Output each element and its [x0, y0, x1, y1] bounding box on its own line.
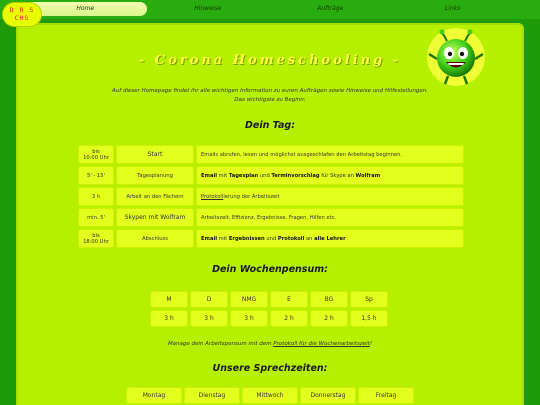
- text: und: [264, 235, 278, 242]
- desc-cell: [196, 187, 464, 206]
- page-title: - Corona Homeschooling -: [138, 53, 402, 68]
- subject-cell: D: [190, 291, 228, 308]
- table-row: [78, 229, 464, 248]
- emph-text: Wolfram: [355, 172, 381, 179]
- nav-auftraege[interactable]: Aufträge: [317, 5, 344, 12]
- subject-cell: M: [150, 291, 188, 308]
- desc-cell: Emails abrufen, lesen und möglichst ausgeschlafen den Arbeitstag beginnen.: [196, 145, 464, 164]
- emph-text: Email: [201, 235, 218, 242]
- label-cell: Start: [116, 145, 194, 164]
- day-heading: Dein Tag:: [244, 120, 296, 131]
- time-cell: 5' - 15': [78, 166, 114, 185]
- hours-cell: 3 h: [150, 310, 188, 327]
- day-cell: Montag: [126, 387, 182, 404]
- time-cell: [78, 229, 114, 248]
- text: mit: [217, 235, 229, 242]
- table-row: [126, 387, 414, 404]
- desc-cell: Arbeitszeit, Effizienz, Ergebnisse, Fragen, Hilfen etc.: [196, 208, 464, 227]
- label-cell: Tagesplanung: [116, 166, 194, 185]
- label-cell: Arbeit an den Fächern: [116, 187, 194, 206]
- table-row: [78, 145, 464, 164]
- main-nav: [24, 2, 514, 16]
- intro-line-1: Auf dieser Homepage findet ihr alle wichtigen Information zu euren Aufträgen sowie Hinweise und Hilfestellungen.: [112, 88, 428, 94]
- time-cell: 3 h: [78, 187, 114, 206]
- week-heading: Dein Wochenpensum:: [212, 264, 328, 275]
- sprech-heading: Unsere Sprechzeiten:: [212, 363, 328, 374]
- logo-line-2: CHS: [14, 14, 30, 22]
- subject-cell: Sp: [350, 291, 388, 308]
- nav-hinweise[interactable]: Hinweise: [194, 5, 222, 12]
- intro-text: [16, 87, 524, 105]
- label-cell: Skypen mit Wolfram: [116, 208, 194, 227]
- day-cell: Donnerstag: [300, 387, 356, 404]
- hours-cell: 3 h: [230, 310, 268, 327]
- table-row: [150, 310, 388, 327]
- table-row: [150, 291, 388, 308]
- day-table: [76, 143, 466, 250]
- hours-cell: 2 h: [270, 310, 308, 327]
- hours-cell: 3 h: [190, 310, 228, 327]
- day-cell: Freitag: [358, 387, 414, 404]
- table-row: [78, 187, 464, 206]
- time-line: bis: [92, 232, 100, 239]
- week-table: [148, 289, 390, 329]
- week-note: [16, 341, 524, 347]
- label-cell: Abschluss: [116, 229, 194, 248]
- note-prefix: Manage dein Arbeitspensum mit dem: [167, 341, 274, 347]
- table-row: [78, 166, 464, 185]
- office-hours-table: [124, 385, 416, 405]
- subject-cell: BG: [310, 291, 348, 308]
- desc-cell: [196, 229, 464, 248]
- time-cell: [78, 145, 114, 164]
- logo-line-1: D R S: [9, 6, 35, 14]
- text: an: [304, 235, 315, 242]
- nav-home[interactable]: Home: [24, 2, 147, 16]
- text: ierung der Arbeitszeit: [223, 193, 280, 200]
- table-row: [78, 208, 464, 227]
- site-logo[interactable]: [3, 3, 41, 26]
- note-suffix: !: [369, 341, 373, 347]
- text: für Skype an: [319, 172, 356, 179]
- day-cell: Mittwoch: [242, 387, 298, 404]
- content-panel: [16, 23, 524, 405]
- emph-text: Tagesplan: [228, 172, 259, 179]
- emph-text: Ergebnissen: [228, 235, 265, 242]
- time-line: 10:00 Uhr: [83, 154, 109, 161]
- subject-cell: NMG: [230, 291, 268, 308]
- emph-text: Terminvorschlag: [271, 172, 320, 179]
- emph-text: alle Lehrer: [314, 235, 346, 242]
- hours-cell: 1,5 h: [350, 310, 388, 327]
- green-smiley-mascot-icon: [426, 27, 486, 87]
- time-cell: min. 5': [78, 208, 114, 227]
- text: mit: [217, 172, 229, 179]
- emph-text: Email: [201, 172, 218, 179]
- emph-text: Protokoll: [277, 235, 305, 242]
- intro-line-2: Das wichtigste zu Beginn:: [234, 97, 306, 103]
- hours-cell: 2 h: [310, 310, 348, 327]
- nav-links[interactable]: Links: [445, 5, 461, 12]
- desc-cell: [196, 166, 464, 185]
- weekly-protocol-link[interactable]: Protokoll für die Wochenarbeitszeit: [273, 341, 370, 347]
- day-cell: Dienstag: [184, 387, 240, 404]
- time-line: 18:00 Uhr: [83, 238, 109, 245]
- subject-cell: E: [270, 291, 308, 308]
- time-line: bis: [92, 148, 100, 155]
- text: und: [258, 172, 272, 179]
- protokoll-link[interactable]: Protokoll: [201, 193, 224, 200]
